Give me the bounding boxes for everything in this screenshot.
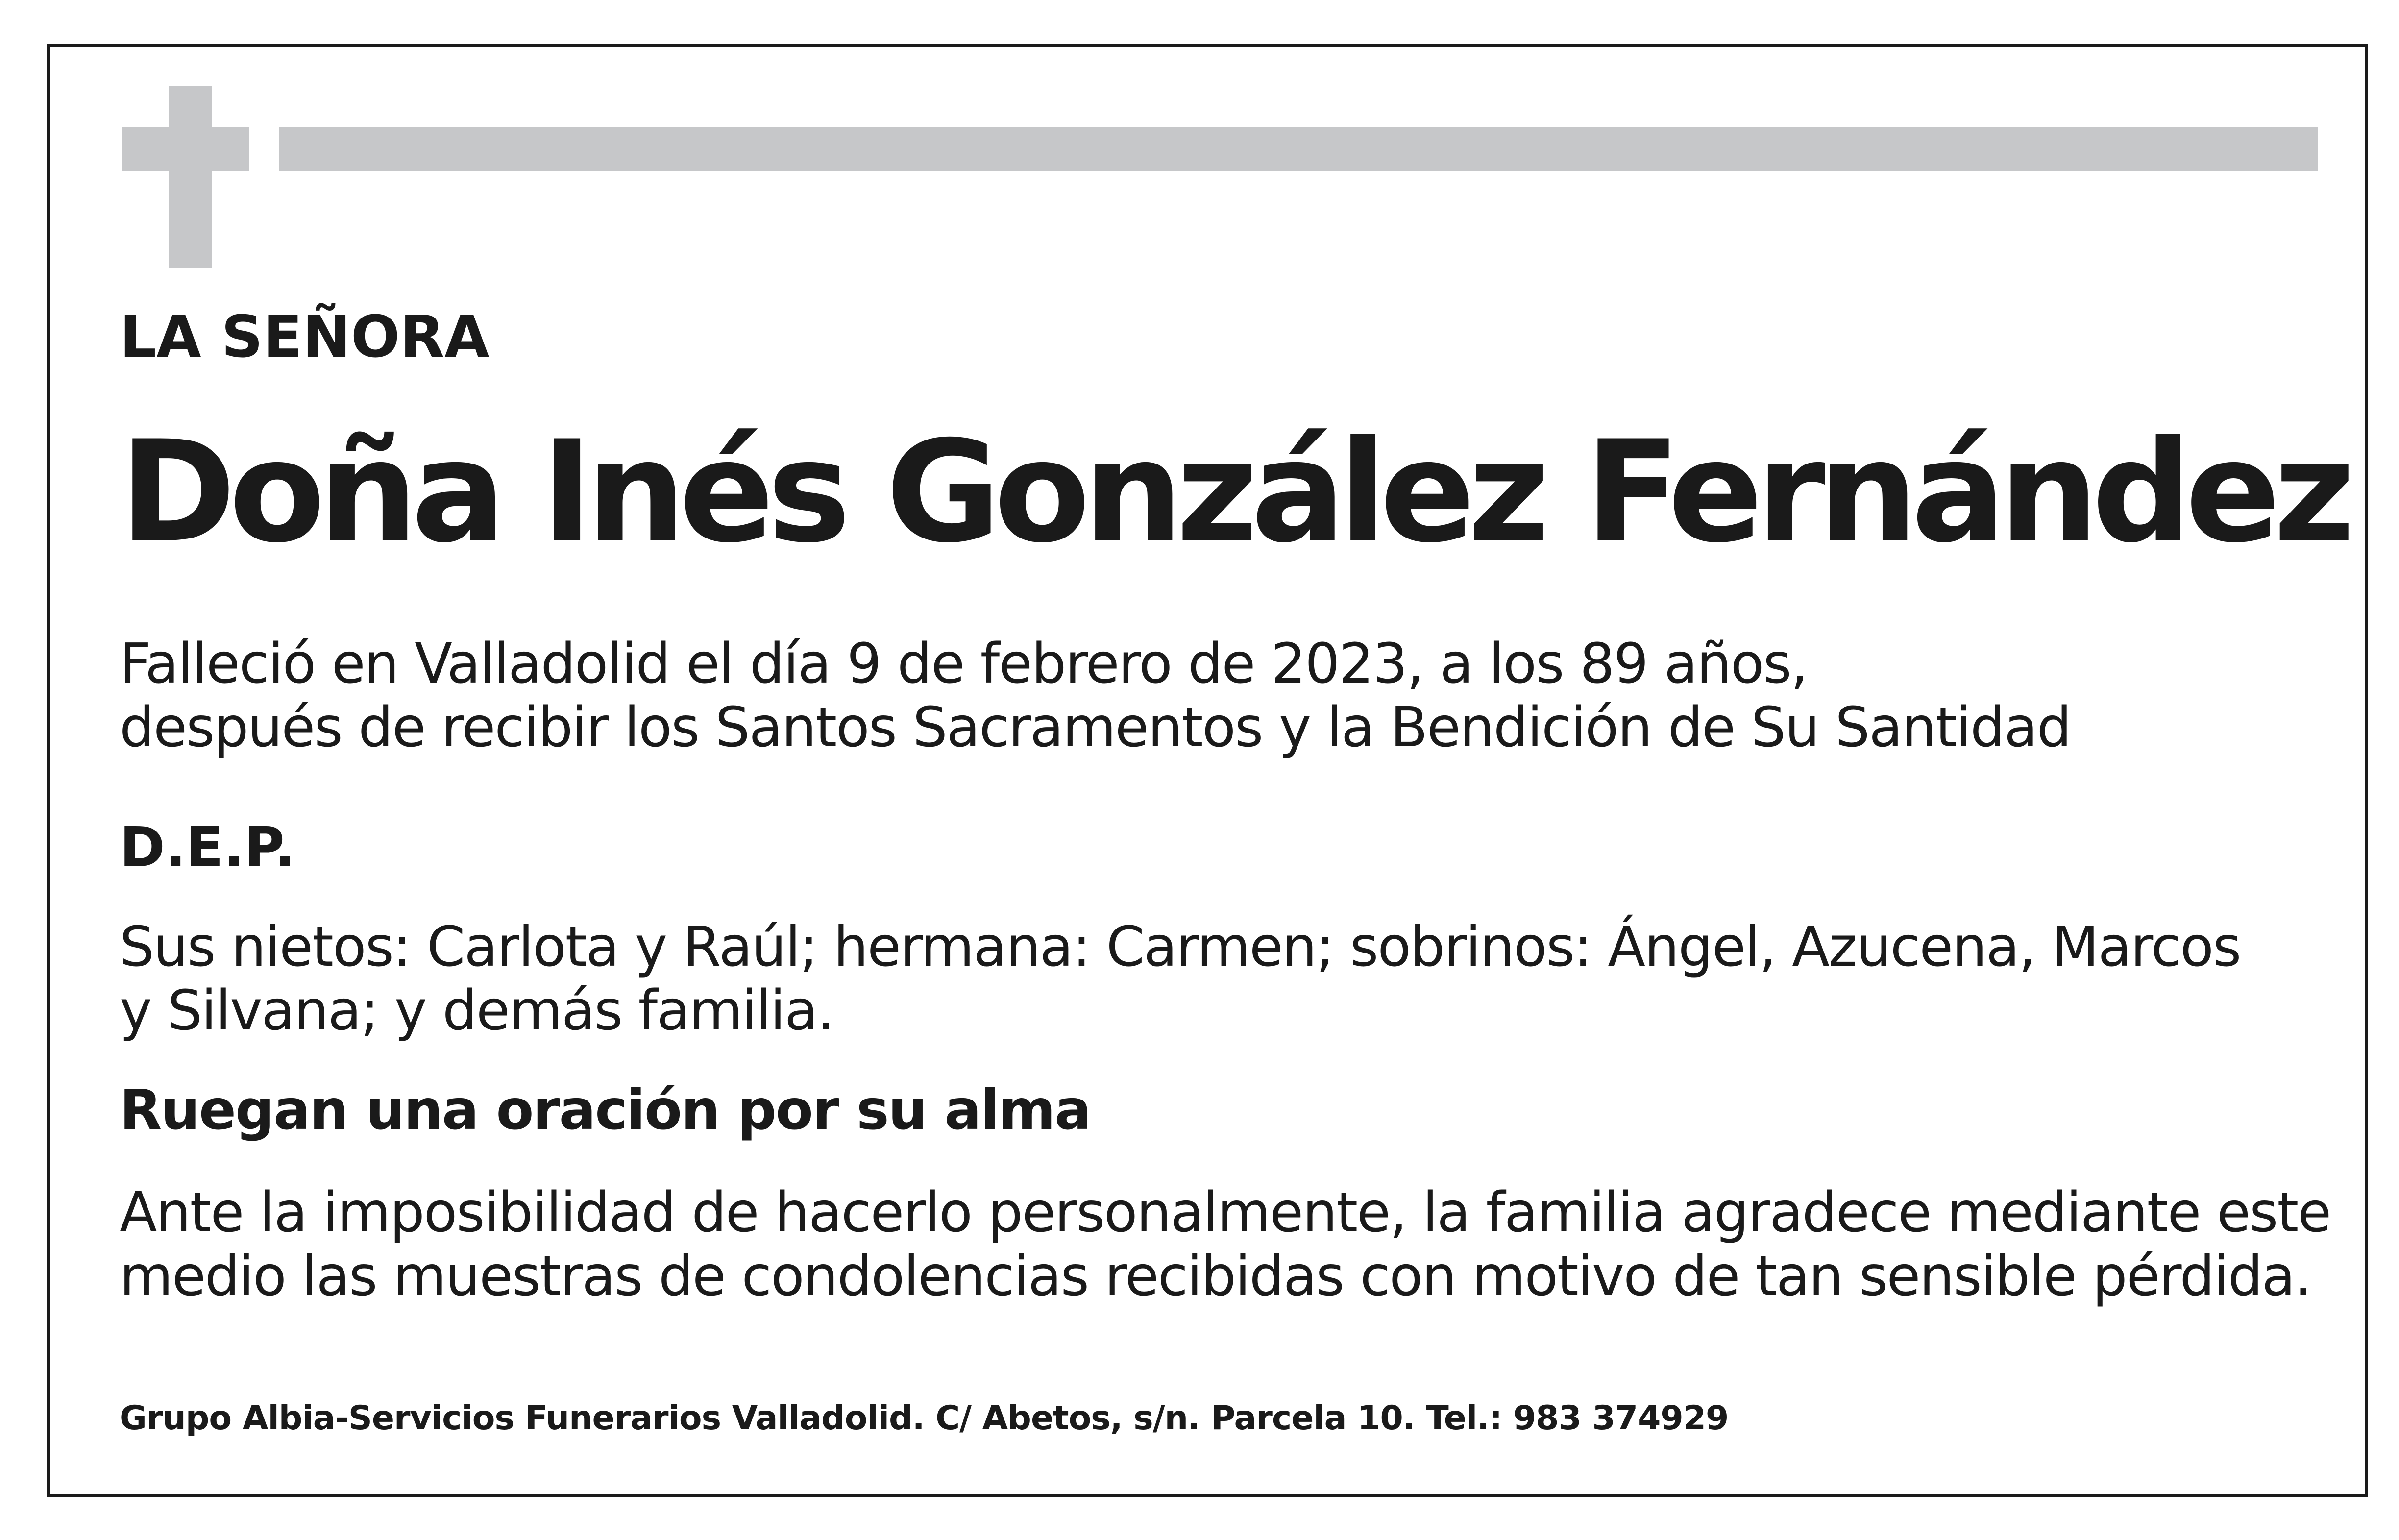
death-info-line-2: después de recibir los Santos Sacramentos y la Bendición de Su Santidad — [120, 696, 2071, 759]
family-line-1: Sus nietos: Carlota y Raúl; hermana: Carmen; sobrinos: Ángel, Azucena, Marcos — [120, 915, 2241, 979]
deceased-name: Doña Inés González Fernández — [120, 411, 2349, 574]
thanks-line-2: medio las muestras de condolencias recibidas con motivo de tan sensible pérdida. — [120, 1245, 2311, 1308]
cross-horizontal-bar — [122, 127, 249, 171]
honorific: LA SEÑORA — [120, 303, 490, 370]
death-info — [120, 632, 2071, 759]
funeral-home-footer: Grupo Albia-Servicios Funerarios Valladolid. C/ Abetos, s/n. Parcela 10. Tel.: 983 374929 — [120, 1399, 1729, 1438]
death-info-line-1: Falleció en Valladolid el día 9 de febrero de 2023, a los 89 años, — [120, 632, 1808, 696]
header-rule — [279, 127, 2318, 171]
thanks-line-1: Ante la imposibilidad de hacerlo personalmente, la familia agradece mediante este — [120, 1181, 2331, 1245]
thanks-message — [120, 1181, 2330, 1308]
family-line-2: y Silvana; y demás familia. — [120, 979, 834, 1043]
rip-text: D.E.P. — [120, 816, 295, 880]
family-list — [120, 915, 2240, 1043]
cross-vertical-bar — [169, 86, 212, 268]
prayer-request: Ruegan una oración por su alma — [120, 1078, 1091, 1142]
